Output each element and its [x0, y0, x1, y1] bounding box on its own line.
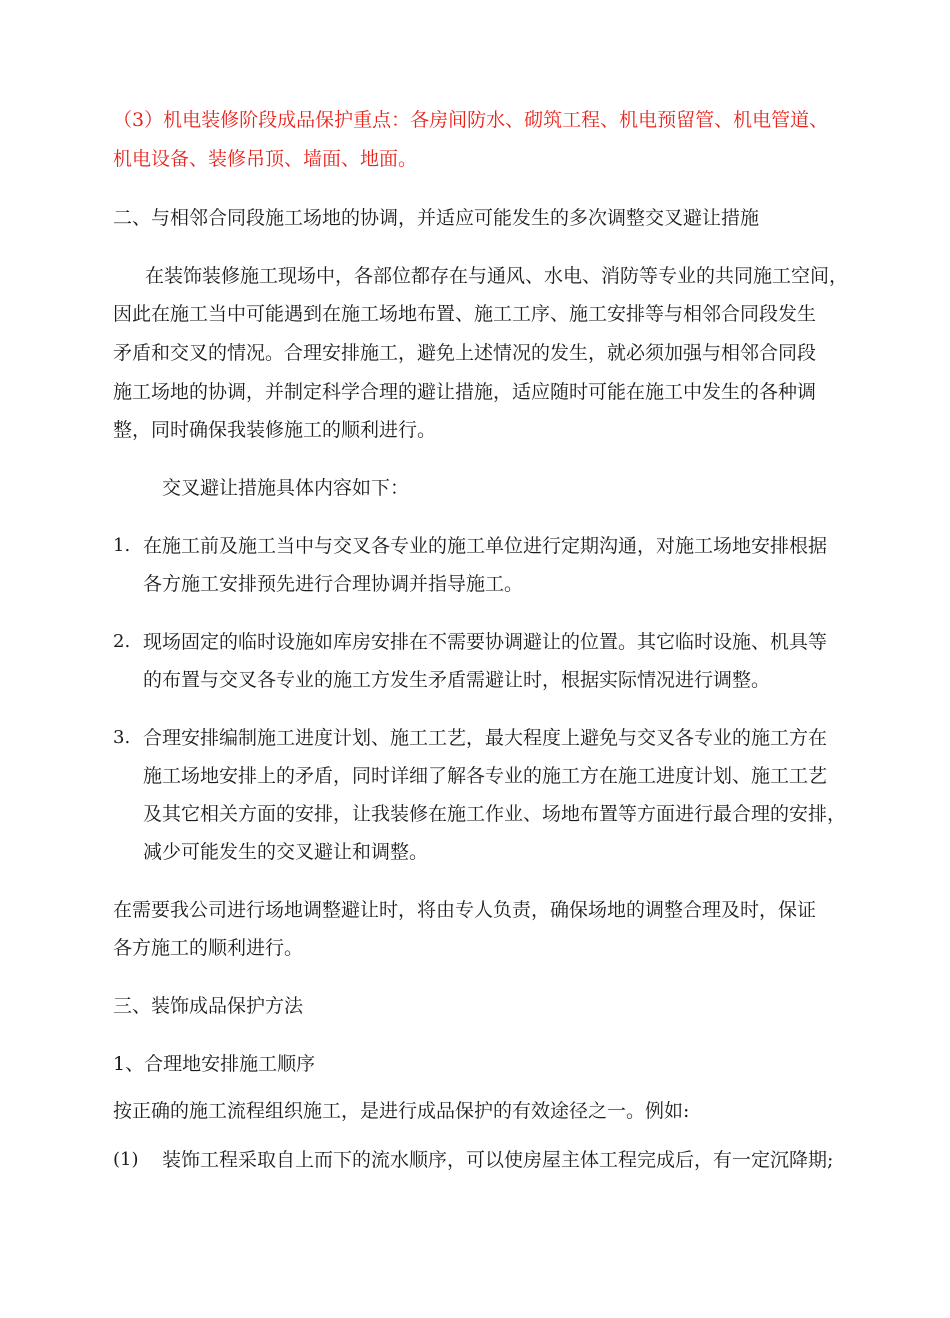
section-three-heading: 三、装饰成品保护方法 [113, 995, 304, 1017]
list-item-line: 现场固定的临时设施如库房安排在不需要协调避让的位置。其它临时设施、机具等 [143, 631, 828, 653]
list-item-line: 装饰工程采取自上而下的流水顺序，可以使房屋主体工程完成后，有一定沉降期; [162, 1149, 834, 1171]
paragraph-line: 矛盾和交叉的情况。合理安排施工，避免上述情况的发生，就必须加强与相邻合同段 [113, 342, 817, 364]
list-number: 3. [113, 727, 131, 748]
paragraph-line: 施工场地的协调，并制定科学合理的避让措施，适应随时可能在施工中发生的各种调 [113, 381, 817, 403]
measures-intro: 交叉避让措施具体内容如下： [162, 477, 410, 499]
closing-line: 在需要我公司进行场地调整避让时，将由专人负责，确保场地的调整合理及时，保证 [113, 899, 817, 921]
closing-line: 各方施工的顺利进行。 [113, 937, 304, 959]
list-number: 1. [113, 535, 131, 556]
list-item-line: 各方施工安排预先进行合理协调并指导施工。 [143, 573, 524, 595]
list-number: (1) [113, 1149, 139, 1170]
list-number: 2. [113, 631, 131, 652]
paragraph-line: 在装饰装修施工现场中，各部位都存在与通风、水电、消防等专业的共同施工空间， [145, 265, 849, 287]
red-line-1: （3）机电装修阶段成品保护重点：各房间防水、砌筑工程、机电预留管、机电管道、 [113, 109, 829, 131]
subsection-heading: 1、合理地安排施工顺序 [113, 1053, 316, 1075]
list-item-line: 及其它相关方面的安排，让我装修在施工作业、场地布置等方面进行最合理的安排， [143, 803, 847, 825]
list-item-line: 的布置与交叉各专业的施工方发生矛盾需避让时，根据实际情况进行调整。 [143, 669, 771, 691]
list-item-line: 施工场地安排上的矛盾，同时详细了解各专业的施工方在施工进度计划、施工工艺 [143, 765, 828, 787]
list-item-line: 在施工前及施工当中与交叉各专业的施工单位进行定期沟通，对施工场地安排根据 [143, 535, 828, 557]
section-two-heading: 二、与相邻合同段施工场地的协调，并适应可能发生的多次调整交叉避让措施 [113, 207, 760, 229]
list-item-line: 合理安排编制施工进度计划、施工工艺，最大程度上避免与交叉各专业的施工方在 [143, 727, 828, 749]
paragraph-line: 整，同时确保我装修施工的顺利进行。 [113, 419, 437, 441]
paragraph-line: 因此在施工当中可能遇到在施工场地布置、施工工序、施工安排等与相邻合同段发生 [113, 303, 817, 325]
red-line-2: 机电设备、装修吊顶、墙面、地面。 [113, 148, 418, 170]
subsection-text: 按正确的施工流程组织施工，是进行成品保护的有效途径之一。例如: [113, 1100, 690, 1122]
list-item-line: 减少可能发生的交叉避让和调整。 [143, 841, 429, 863]
